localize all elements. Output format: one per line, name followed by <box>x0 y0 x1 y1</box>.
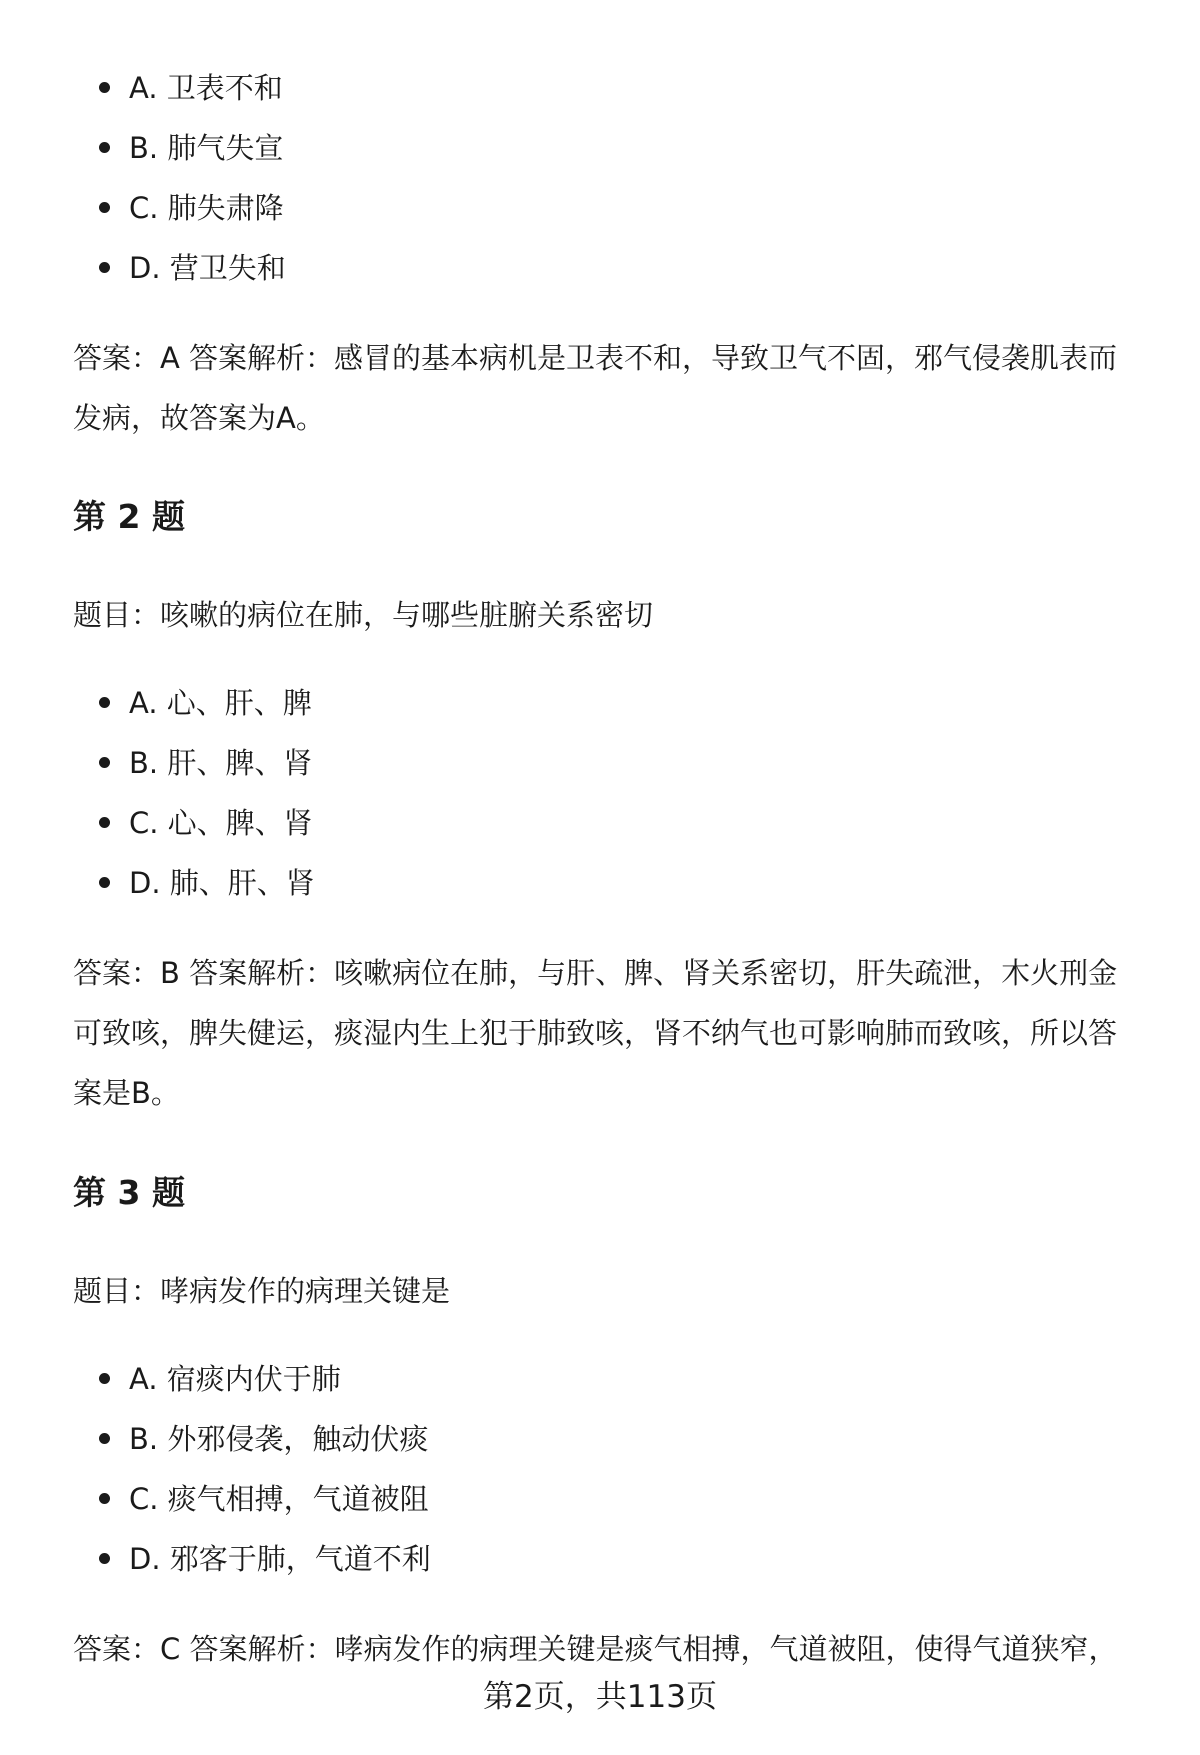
bullet-icon <box>99 877 110 888</box>
q3-options <box>73 1349 431 1589</box>
q3-stem: 题目：哮病发作的病理关键是 <box>73 1274 451 1308</box>
q2-title: 第 2 题 <box>73 497 185 536</box>
q2-option-a: A. 心、肝、脾 <box>73 673 315 733</box>
bullet-icon <box>99 202 110 213</box>
bullet-icon <box>99 1553 110 1564</box>
q1-options <box>73 58 286 298</box>
bullet-icon <box>99 262 110 273</box>
q2-option-c: C. 心、脾、肾 <box>73 793 315 853</box>
q3-option-a: A. 宿痰内伏于肺 <box>73 1349 431 1409</box>
q2-option-d: D. 肺、肝、肾 <box>73 853 315 913</box>
q2-option-b: B. 肝、脾、肾 <box>73 733 315 793</box>
bullet-icon <box>99 142 110 153</box>
q3-option-c: C. 痰气相搏，气道被阻 <box>73 1469 431 1529</box>
q1-option-a: A. 卫表不和 <box>73 58 286 118</box>
q3-option-d: D. 邪客于肺，气道不利 <box>73 1529 431 1589</box>
bullet-icon <box>99 1493 110 1504</box>
q2-stem: 题目：咳嗽的病位在肺，与哪些脏腑关系密切 <box>73 598 654 632</box>
q1-option-d: D. 营卫失和 <box>73 238 286 298</box>
q1-answer: 答案：A 答案解析：感冒的基本病机是卫表不和，导致卫气不固，邪气侵袭肌表而 发病，故答案为A。 <box>73 341 1118 435</box>
q3-answer: 答案：C 答案解析：哮病发作的病理关键是痰气相搏，气道被阻，使得气道狭窄， <box>73 1632 1118 1666</box>
q1-option-c: C. 肺失肃降 <box>73 178 286 238</box>
q2-answer: 答案：B 答案解析：咳嗽病位在肺，与肝、脾、肾关系密切，肝失疏泄，木火刑金 可致咳，脾失健运，痰湿内生上犯于肺致咳，肾不纳气也可影响肺而致咳，所以答 案是B。 <box>73 956 1118 1110</box>
page-footer: 第2页，共113页 <box>483 1679 717 1715</box>
bullet-icon <box>99 82 110 93</box>
q1-option-b: B. 肺气失宣 <box>73 118 286 178</box>
bullet-icon <box>99 757 110 768</box>
q3-title: 第 3 题 <box>73 1173 185 1212</box>
q2-options <box>73 673 315 913</box>
bullet-icon <box>99 817 110 828</box>
bullet-icon <box>99 1433 110 1444</box>
bullet-icon <box>99 1373 110 1384</box>
bullet-icon <box>99 697 110 708</box>
q3-option-b: B. 外邪侵袭，触动伏痰 <box>73 1409 431 1469</box>
